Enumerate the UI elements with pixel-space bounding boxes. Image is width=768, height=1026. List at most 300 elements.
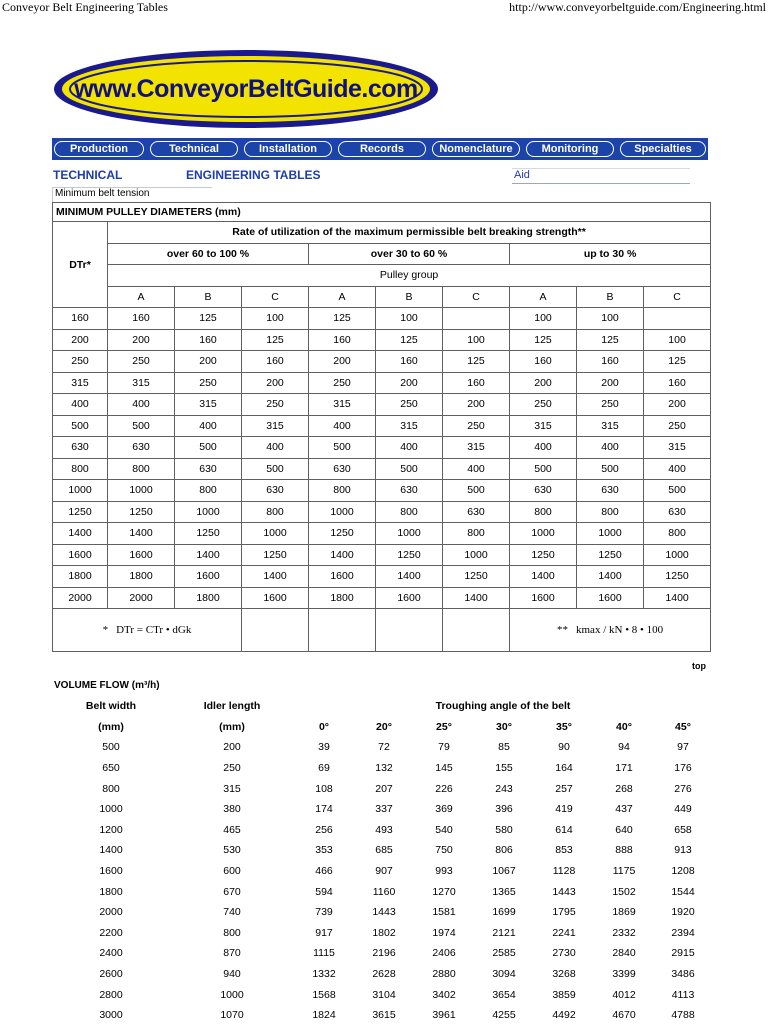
aid-select[interactable]: Aid [512,168,690,184]
idler-length-header: Idler length [203,700,261,713]
table-row [52,902,712,923]
belt-width-unit: (mm) [98,720,124,733]
pulley-diameter-table [52,202,711,652]
table-cell: 540 [435,823,453,836]
table-cell: 1600 [376,587,443,609]
table-cell: 1400 [175,544,242,566]
table-cell: 500 [108,415,175,437]
formula-dtr-cell [53,609,242,652]
table-cell: 39 [318,741,330,754]
empty-cell [443,609,510,652]
table-cell: 907 [375,865,393,878]
table-cell: 3094 [492,968,516,981]
table-cell: 1869 [612,906,636,919]
row-dtr-cell: 1800 [53,566,108,588]
table-cell: 3654 [492,988,516,1001]
table-cell: 164 [555,762,573,775]
pulley-group-header: Pulley group [108,265,711,287]
table-cell: 1502 [612,885,636,898]
print-header [0,0,768,16]
table-cell: 100 [376,308,443,330]
pulley-col-header: C [443,286,510,308]
pulley-col-header: B [175,286,242,308]
dtr-header: DTr* [53,222,108,308]
table-cell: 315 [644,437,711,459]
table-cell: 400 [376,437,443,459]
table-cell: 4012 [612,988,636,1001]
table-row [52,964,712,985]
table-cell: 670 [223,885,241,898]
table-cell: 1250 [644,566,711,588]
row-dtr-cell: 1000 [53,480,108,502]
table-row [52,799,712,820]
row-dtr-cell: 500 [53,415,108,437]
table-cell: 630 [644,501,711,523]
table-cell: 2915 [671,947,695,960]
group-header-up-to-30: up to 30 % [510,243,711,265]
table-cell: 630 [309,458,376,480]
table-row [53,523,711,545]
table-cell: 2332 [612,926,636,939]
table-row [53,372,711,394]
section-engineering-tables: ENGINEERING TABLES [186,168,321,182]
group-header-30-60: over 30 to 60 % [309,243,510,265]
table-cell [443,308,510,330]
table-cell: 4113 [671,988,695,1001]
table-cell: 100 [510,308,577,330]
table-cell: 2628 [372,968,396,981]
table-cell: 276 [674,782,692,795]
table-cell: 160 [577,351,644,373]
table-row [52,1005,712,1026]
row-dtr-cell: 160 [53,308,108,330]
empty-cell [242,609,309,652]
table-cell: 1000 [242,523,309,545]
table-cell: 1270 [432,885,456,898]
table-row [52,737,712,758]
table-cell: 353 [315,844,333,857]
table-cell: 800 [175,480,242,502]
table-cell: 800 [644,523,711,545]
table-cell: 200 [309,351,376,373]
table-cell: 1000 [577,523,644,545]
table-cell: 176 [674,762,692,775]
table-cell: 750 [435,844,453,857]
table-cell: 1250 [309,523,376,545]
table-cell: 1800 [108,566,175,588]
table-cell: 400 [577,437,644,459]
table-cell: 1250 [510,544,577,566]
row-dtr-cell: 1400 [53,523,108,545]
formula-kmax-cell [510,609,711,652]
table-cell: 2394 [671,926,695,939]
table-cell: 3104 [372,988,396,1001]
table-cell: 315 [242,415,309,437]
table-cell: 1000 [443,544,510,566]
table-cell: 315 [577,415,644,437]
table-cell: 79 [438,741,450,754]
table-cell: 4788 [671,1009,695,1022]
table-cell: 1443 [372,906,396,919]
table-cell: 85 [498,741,510,754]
row-dtr-cell: 630 [53,437,108,459]
table-cell: 90 [558,741,570,754]
table-cell: 1115 [313,947,335,960]
table-cell: 250 [510,394,577,416]
table-cell: 69 [318,762,330,775]
table-cell: 145 [435,762,453,775]
table-row [53,566,711,588]
logo-text: www.ConveyorBeltGuide.com [74,74,418,103]
table-cell: 315 [309,394,376,416]
angle-header: 20° [376,720,392,733]
table-row [53,329,711,351]
table-row [53,394,711,416]
pulley-col-header: A [108,286,175,308]
table-cell: 739 [315,906,333,919]
table-cell: 1175 [612,865,636,878]
table-cell: 250 [175,372,242,394]
table-cell: 1600 [510,587,577,609]
table-cell: 132 [375,762,393,775]
table-cell: 72 [378,741,390,754]
table-row [53,458,711,480]
table-cell: 1600 [242,587,309,609]
table-cell: 315 [443,437,510,459]
table-cell: 630 [510,480,577,502]
table-cell: 658 [674,823,692,836]
table-cell: 1250 [175,523,242,545]
table-cell: 226 [435,782,453,795]
table-cell: 250 [376,394,443,416]
nav-installation[interactable]: Installation [244,141,332,157]
table-cell: 800 [102,782,120,795]
nav-records[interactable]: Records [338,141,426,157]
table-cell: 1208 [671,865,695,878]
table-cell: 1824 [312,1009,336,1022]
footnote-marker: * [102,624,109,636]
table-cell: 200 [510,372,577,394]
table-cell: 614 [555,823,573,836]
table-cell: 400 [510,437,577,459]
table-cell: 400 [443,458,510,480]
table-cell: 630 [108,437,175,459]
table-cell: 160 [175,329,242,351]
site-logo[interactable] [52,48,440,130]
table-cell: 2400 [99,947,123,960]
table-cell: 630 [577,480,644,502]
table-cell: 160 [309,329,376,351]
table-cell: 500 [376,458,443,480]
top-link[interactable]: top [692,661,706,671]
table-cell: 1400 [108,523,175,545]
table-cell: 2880 [432,968,456,981]
table-cell: 3486 [671,968,695,981]
table-cell: 419 [555,803,573,816]
table-cell: 2600 [99,968,123,981]
table-cell: 4670 [612,1009,636,1022]
table-cell: 100 [443,329,510,351]
nav-technical[interactable]: Technical [150,141,238,157]
angle-header: 25° [436,720,452,733]
table-cell: 1568 [312,988,336,1001]
table-row [52,861,712,882]
table-cell: 315 [510,415,577,437]
table-cell: 100 [644,329,711,351]
table-cell: 1443 [552,885,576,898]
table-cell: 3615 [372,1009,396,1022]
table-cell: 125 [242,329,309,351]
table-cell: 940 [223,968,241,981]
table-cell: 2200 [99,926,123,939]
table-cell: 250 [577,394,644,416]
table-cell: 2840 [612,947,636,960]
table-cell: 400 [309,415,376,437]
table-cell: 1920 [671,906,695,919]
table-row [52,820,712,841]
table-cell: 1000 [108,480,175,502]
table-cell: 1067 [492,865,516,878]
table-cell: 3402 [432,988,456,1001]
angle-header: 45° [675,720,691,733]
row-dtr-cell: 2000 [53,587,108,609]
table-cell: 1000 [644,544,711,566]
table-cell: 1000 [376,523,443,545]
table-cell: 1600 [108,544,175,566]
table-cell: 268 [615,782,633,795]
table-row [52,923,712,944]
formula-dtr: DTr = CTr • dGk [116,624,192,636]
main-nav [52,138,708,160]
table-cell: 125 [443,351,510,373]
table-cell: 400 [108,394,175,416]
table-cell: 800 [309,480,376,502]
angle-header: 0° [318,720,330,733]
table-cell: 740 [223,906,241,919]
table-cell: 3961 [432,1009,456,1022]
table-cell: 250 [223,762,241,775]
table-cell: 1699 [492,906,516,919]
table-cell: 630 [376,480,443,502]
table-cell: 200 [443,394,510,416]
table-cell: 400 [644,458,711,480]
table-cell: 500 [309,437,376,459]
table-cell: 200 [644,394,711,416]
table-cell: 94 [618,741,630,754]
table-cell: 1070 [220,1009,244,1022]
nav-monitoring[interactable]: Monitoring [526,141,614,157]
row-dtr-cell: 200 [53,329,108,351]
table-cell: 160 [443,372,510,394]
table-row [53,544,711,566]
table-cell: 465 [223,823,241,836]
table-row [53,437,711,459]
table-cell: 1800 [309,587,376,609]
table-cell: 600 [223,865,241,878]
pulley-col-header: A [510,286,577,308]
table-cell: 1365 [492,885,516,898]
table-cell: 917 [315,926,333,939]
formula-row [53,609,711,652]
volume-flow-title: VOLUME FLOW (m³/h) [54,680,160,691]
table-cell: 100 [577,308,644,330]
breadcrumb-min-belt-tension[interactable]: Minimum belt tension [52,187,212,202]
table-cell: 160 [242,351,309,373]
table-cell: 160 [644,372,711,394]
table-cell: 1600 [175,566,242,588]
table-cell: 800 [510,501,577,523]
angle-header: 35° [556,720,572,733]
table-cell: 125 [644,351,711,373]
table-cell: 200 [242,372,309,394]
table-cell: 3859 [552,988,576,1001]
table-cell: 3268 [552,968,576,981]
table-row [52,840,712,861]
table-cell: 1250 [242,544,309,566]
table-cell: 800 [376,501,443,523]
table-cell: 993 [435,865,453,878]
table-cell: 500 [102,741,120,754]
troughing-angle-header: Troughing angle of the belt [435,700,571,713]
table-cell: 1000 [99,803,123,816]
table-cell: 1250 [108,501,175,523]
row-dtr-cell: 250 [53,351,108,373]
idler-length-unit: (mm) [219,720,245,733]
table-row [53,480,711,502]
table-cell: 1000 [510,523,577,545]
table-cell: 160 [108,308,175,330]
table-cell: 2406 [432,947,456,960]
table-cell: 250 [108,351,175,373]
row-dtr-cell: 315 [53,372,108,394]
nav-specialties[interactable]: Specialties [620,141,706,157]
table-cell: 437 [615,803,633,816]
table-cell: 580 [495,823,513,836]
table-cell: 250 [309,372,376,394]
table-cell: 3000 [99,1009,123,1022]
table-cell: 594 [315,885,333,898]
table-cell: 1400 [242,566,309,588]
table-cell: 400 [175,415,242,437]
table-cell: 315 [175,394,242,416]
table-cell: 243 [495,782,513,795]
table-cell: 630 [175,458,242,480]
table-cell: 1128 [552,865,576,878]
table-cell: 1000 [175,501,242,523]
table-cell: 1802 [372,926,396,939]
table-cell: 400 [242,437,309,459]
table-cell: 493 [375,823,393,836]
table-cell: 1800 [99,885,123,898]
table-cell: 1250 [376,544,443,566]
table-cell: 2000 [99,906,123,919]
pulley-table-title: MINIMUM PULLEY DIAMETERS (mm) [53,203,711,222]
table-row [52,778,712,799]
table-cell: 1400 [376,566,443,588]
table-cell: 250 [242,394,309,416]
table-cell: 1795 [552,906,576,919]
table-cell: 396 [495,803,513,816]
table-cell: 315 [376,415,443,437]
table-cell: 1400 [99,844,123,857]
table-row [52,758,712,779]
table-cell: 1160 [372,885,396,898]
table-cell: 2800 [99,988,123,1001]
table-cell: 256 [315,823,333,836]
nav-nomenclature[interactable]: Nomenclature [432,141,520,157]
table-cell: 1400 [510,566,577,588]
table-cell: 125 [175,308,242,330]
table-cell: 853 [555,844,573,857]
nav-production[interactable]: Production [54,141,144,157]
table-cell: 1581 [432,906,456,919]
table-cell: 4255 [492,1009,516,1022]
table-cell: 200 [108,329,175,351]
table-cell: 2730 [552,947,576,960]
pulley-col-header: C [644,286,711,308]
table-cell: 1600 [577,587,644,609]
table-cell [644,308,711,330]
table-cell: 449 [674,803,692,816]
table-cell: 1332 [312,968,336,981]
table-row [52,881,712,902]
table-cell: 500 [175,437,242,459]
table-cell: 500 [242,458,309,480]
table-cell: 257 [555,782,573,795]
table-cell: 913 [674,844,692,857]
rate-header: Rate of utilization of the maximum permissible belt breaking strength** [108,222,711,244]
table-cell: 1974 [432,926,456,939]
table-cell: 685 [375,844,393,857]
print-page-url: http://www.conveyorbeltguide.com/Engineering.html [509,0,766,14]
table-cell: 1800 [175,587,242,609]
table-cell: 369 [435,803,453,816]
table-cell: 4492 [552,1009,576,1022]
table-cell: 315 [223,782,241,795]
table-cell: 315 [108,372,175,394]
table-cell: 1400 [577,566,644,588]
pulley-col-header: B [577,286,644,308]
pulley-col-header: C [242,286,309,308]
table-cell: 530 [223,844,241,857]
row-dtr-cell: 800 [53,458,108,480]
table-cell: 630 [242,480,309,502]
table-row [53,351,711,373]
table-cell: 630 [443,501,510,523]
belt-width-header: Belt width [85,700,137,713]
table-cell: 200 [223,741,241,754]
table-cell: 160 [376,351,443,373]
table-cell: 174 [315,803,333,816]
table-row [52,943,712,964]
table-cell: 3399 [612,968,636,981]
table-cell: 870 [223,947,241,960]
table-cell: 800 [223,926,241,939]
table-cell: 125 [309,308,376,330]
table-cell: 640 [615,823,633,836]
table-cell: 2196 [372,947,396,960]
table-cell: 200 [376,372,443,394]
empty-cell [309,609,376,652]
print-page-title: Conveyor Belt Engineering Tables [2,0,168,14]
table-cell: 1250 [443,566,510,588]
table-cell: 800 [108,458,175,480]
volume-flow-table [52,696,712,1026]
row-dtr-cell: 400 [53,394,108,416]
table-row [53,415,711,437]
table-cell: 806 [495,844,513,857]
table-cell: 650 [102,762,120,775]
